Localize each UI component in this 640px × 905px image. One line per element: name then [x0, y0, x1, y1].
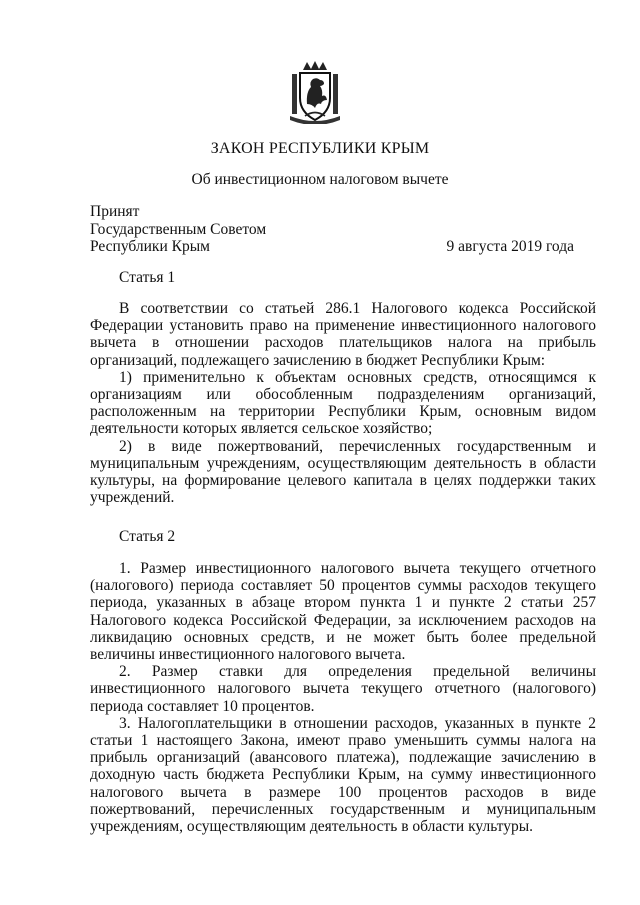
adoption-line-3: Республики Крым [90, 238, 210, 255]
article-1-item-1: 1) применительно к объектам основных средств, относящимся к организациям или обособленным подразделениям организаций, расположенным на территории Республики Крым, основным видом деятельности которых является сельское хозяйство; [90, 368, 596, 438]
article-2-paragraph-1: 1. Размер инвестиционного налогового вычета текущего отчетного (налогового) периода составляет 50 процентов суммы расходов текущего периода, указанных в абзаце втором пункта 1 и пункте 2 статьи 257 Налогового кодекса Российской Федерации, за исключением расходов на ликвидацию основных средств, и не может быть более предельной величины инвестиционного налогового вычета. [90, 560, 596, 664]
crimea-coat-of-arms-icon [289, 60, 341, 124]
article-2-heading: Статья 2 [119, 528, 176, 545]
adoption-line-1: Принят [90, 203, 140, 220]
article-2-body [90, 560, 596, 835]
article-1-item-2: 2) в виде пожертвований, перечисленных государственным и муниципальным учреждениям, осуществляющим деятельность в области культуры, на формирование целевого капитала в целях поддержки таких учреждений. [90, 437, 596, 507]
law-subtitle: Об инвестиционном налоговом вычете [191, 171, 449, 188]
adoption-line-2: Государственным Советом [90, 220, 267, 238]
article-1-intro: В соответствии со статьей 286.1 Налогового кодекса Российской Федерации установить право на применение инвестиционного налогового вычета в отношении расходов плательщиков налога на прибыль организаций, подлежащего зачислению в бюджет Республики Крым: [90, 300, 596, 369]
law-title: ЗАКОН РЕСПУБЛИКИ КРЫМ [210, 140, 430, 157]
article-2-paragraph-2: 2. Размер ставки для определения предельной величины инвестиционного налогового вычета текущего отчетного (налогового) периода составляет 10 процентов. [90, 663, 596, 715]
adoption-date: 9 августа 2019 года [446, 238, 574, 255]
article-1-body [90, 300, 596, 506]
article-2-paragraph-3: 3. Налогоплательщики в отношении расходов, указанных в пункте 2 статьи 1 настоящего Закона, имеют право уменьшить суммы налога на прибыль организаций (авансового платежа), подлежащие зачислению в доходную часть бюджета Республики Крым, на сумму инвестиционного налогового вычета в размере 100 процентов расходов в виде пожертвований, перечисленных государственным и муниципальным учреждениям, осуществляющим деятельность в области культуры. [90, 714, 596, 836]
adoption-block [90, 203, 266, 256]
article-1-heading: Статья 1 [119, 269, 176, 286]
